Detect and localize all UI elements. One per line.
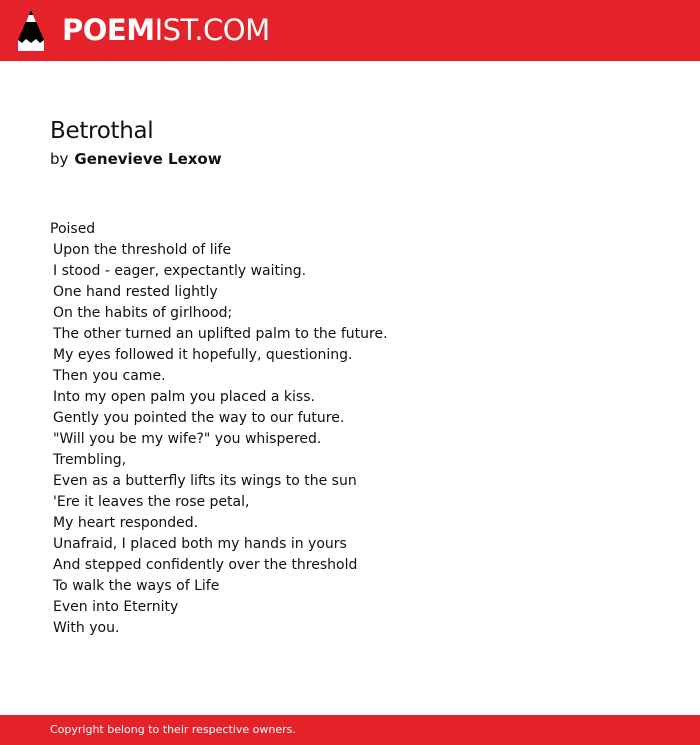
poem-line: One hand rested lightly (53, 284, 218, 300)
poem-line: And stepped confidently over the threshold (53, 557, 358, 573)
brand-light-text: IST.COM (154, 13, 270, 47)
pencil-tip-icon[interactable] (18, 10, 44, 51)
site-footer (0, 715, 700, 745)
poem-line: Poised (50, 221, 96, 237)
poem-line: Upon the threshold of life (53, 242, 232, 258)
author-name[interactable]: Genevieve Lexow (74, 150, 222, 168)
copyright-text: Copyright belong to their respective owners. (50, 723, 296, 736)
poem-line: My eyes followed it hopefully, questioning. (53, 347, 353, 363)
brand-bold-text: POEM (62, 13, 155, 47)
poem-line: Then you came. (53, 368, 166, 384)
poem-byline (50, 148, 650, 170)
poem-line: Even into Eternity (53, 599, 179, 615)
poem-line: Unafraid, I placed both my hands in yours (53, 536, 347, 552)
by-label: by (50, 150, 69, 168)
poem-line: Even as a butterfly lifts its wings to the sun (53, 473, 357, 489)
poem-line: I stood - eager, expectantly waiting. (53, 263, 307, 279)
poem-body (50, 219, 650, 639)
site-header (0, 0, 700, 61)
poem-heading (50, 115, 650, 170)
poem-title: Betrothal (50, 118, 154, 144)
poem-line: The other turned an uplifted palm to the future. (53, 326, 388, 342)
poem-line: On the habits of girlhood; (53, 305, 233, 321)
poem-line: Into my open palm you placed a kiss. (53, 389, 315, 405)
poem-line: 'Ere it leaves the rose petal, (53, 494, 250, 510)
poem-line: Gently you pointed the way to our future. (53, 410, 345, 426)
poem-line: To walk the ways of Life (53, 578, 220, 594)
poem-line: My heart responded. (53, 515, 199, 531)
poem-line: "Will you be my wife?" you whispered. (53, 431, 322, 447)
poem-line: With you. (53, 620, 120, 636)
site-logo-link[interactable] (62, 12, 270, 48)
poem-line: Trembling, (53, 452, 127, 468)
